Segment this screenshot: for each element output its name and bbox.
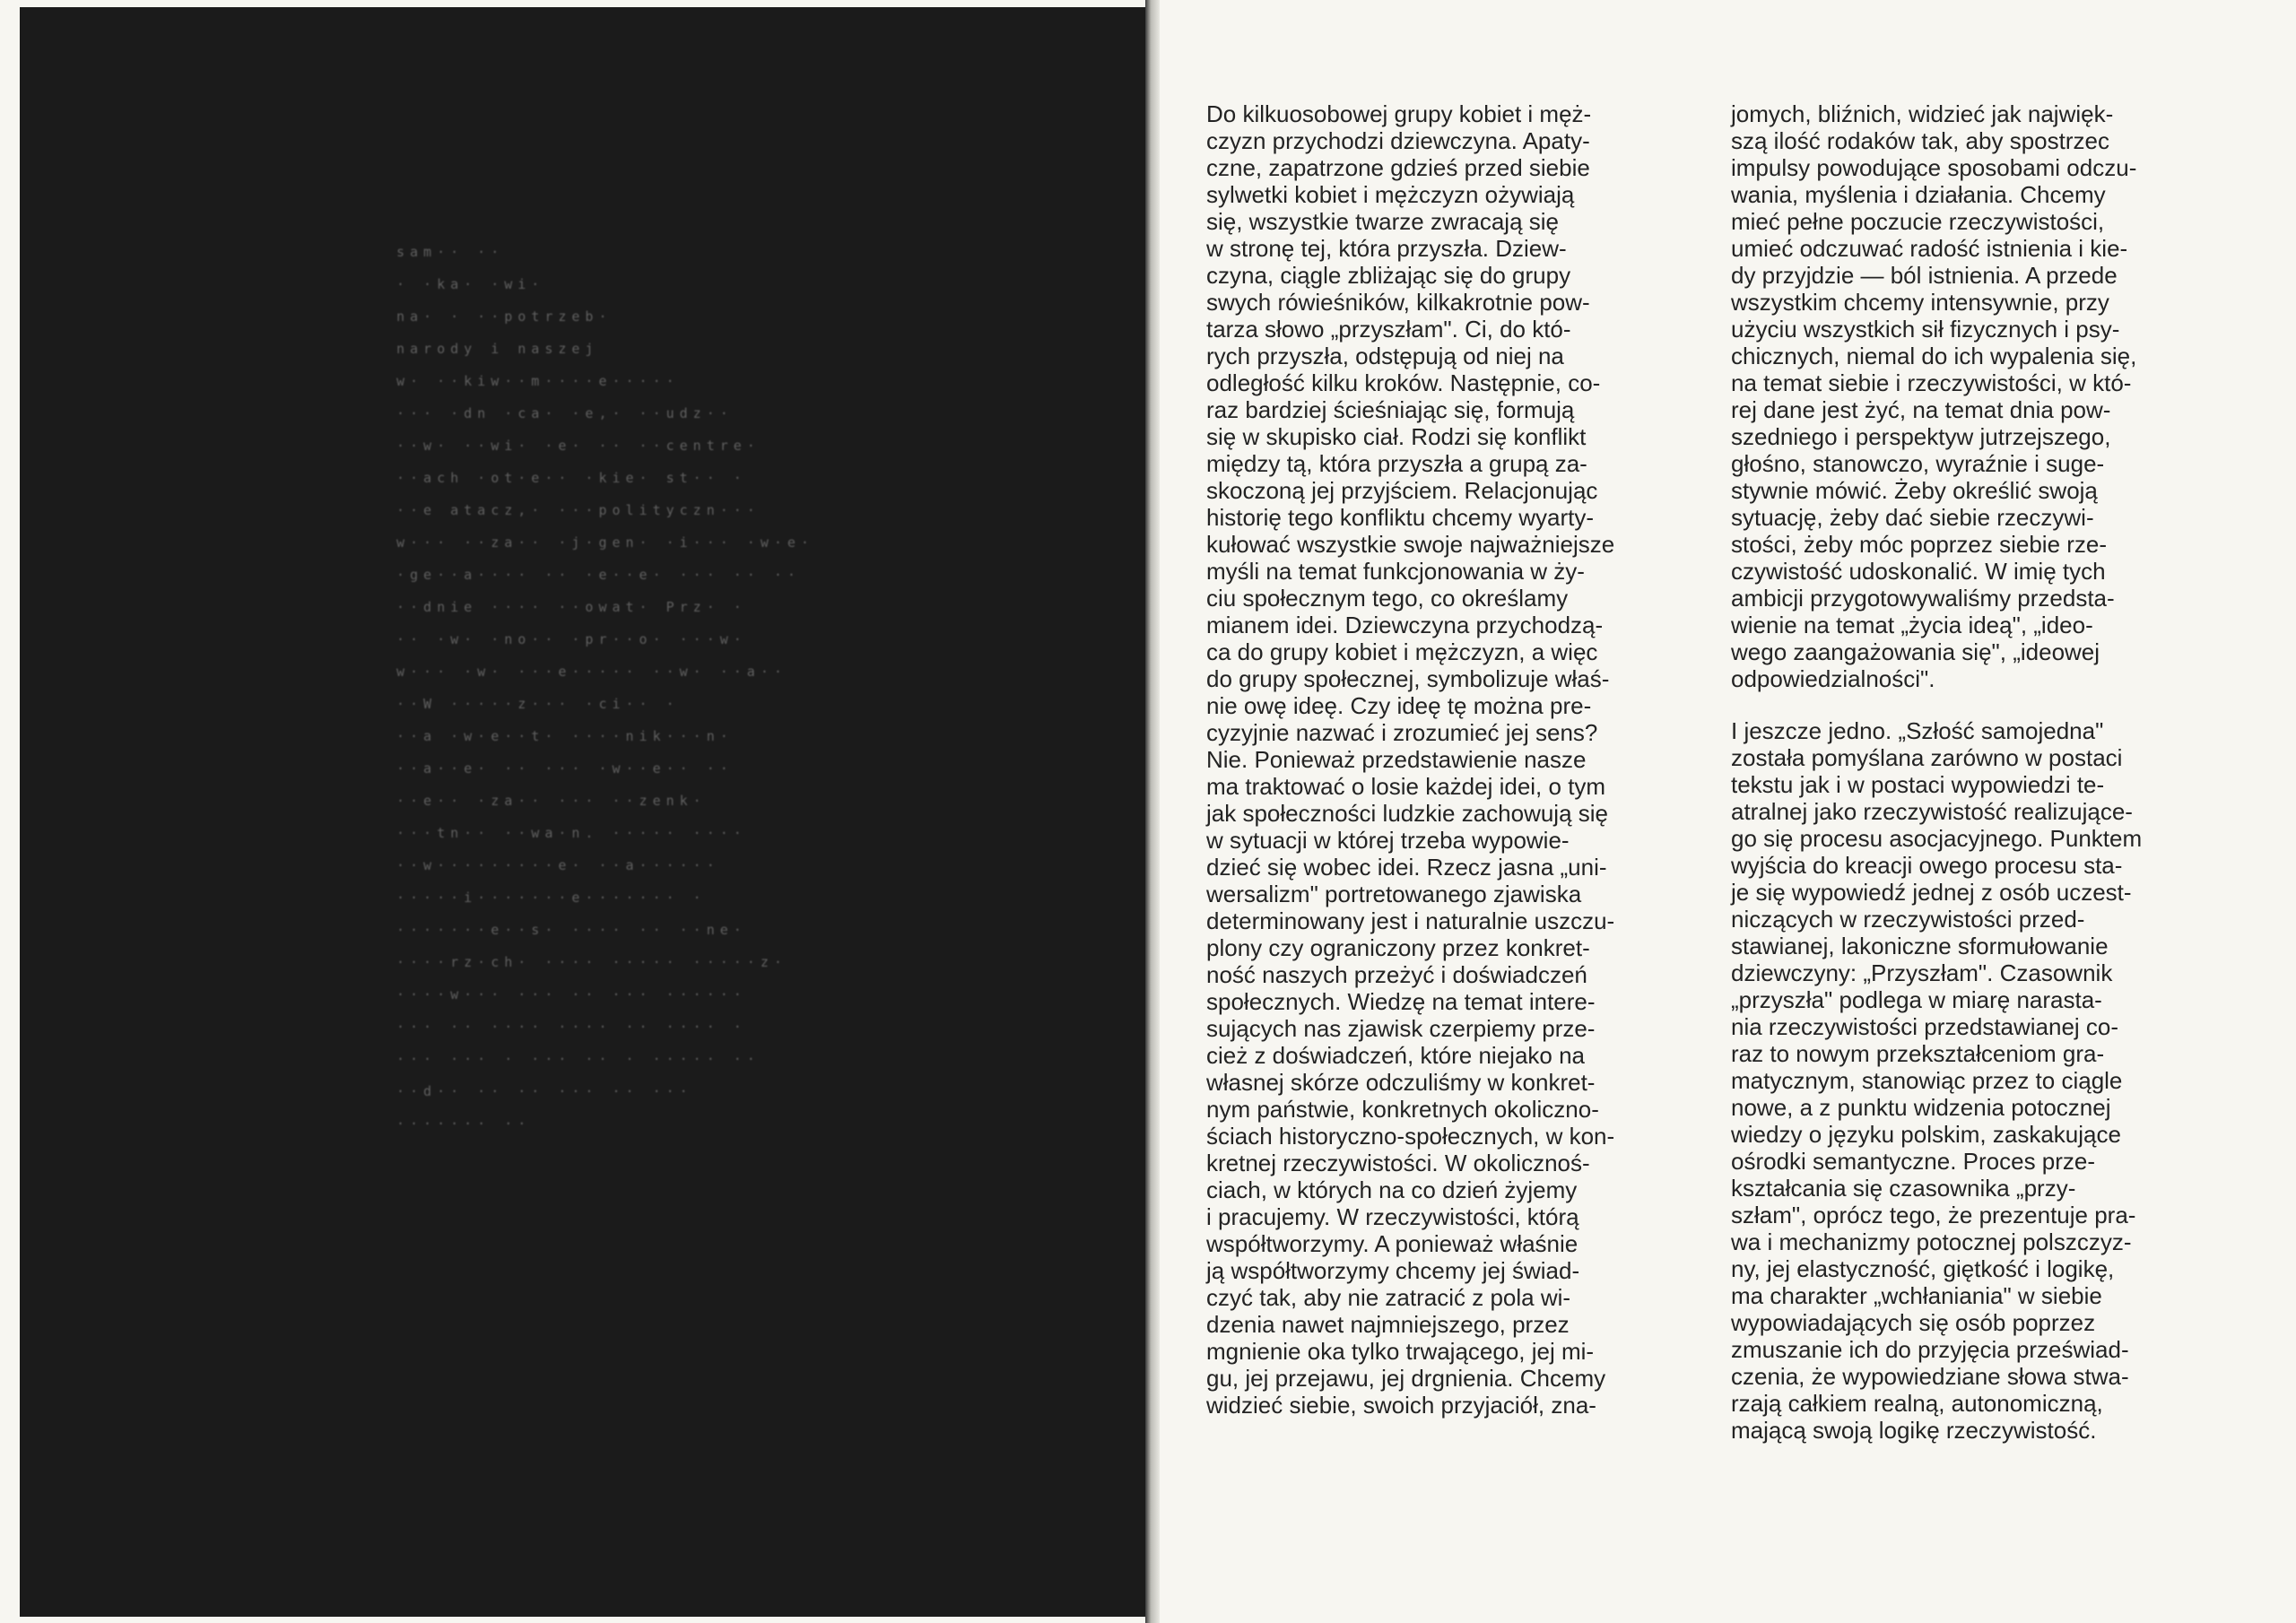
faded-text-line: ··e atacz,· ···polityczn··· (396, 502, 761, 518)
paragraph: I jeszcze jedno. „Szłość samojedna" została pomyślana zarówno w postaci tekstu jak i w postaci wypowiedzi te- atralnej jako rzeczywistość realizujące- go się procesu asocjacyjnego. Punktem wyjścia do kreacji owego procesu sta- je się wypowiedź jednej z osób uczest- niczących w rzeczywistości przed- stawianej, lakoniczne sformułowanie dziewczyny: „Przyszłam". Czasownik „przyszła" podlega w miarę narasta- nia rzeczywistości przedstawianej co- raz to nowym przekształceniom gra- matycznym, stanowiąc przez to ciągle nowe, a z punktu widzenia potocznej wiedzy o języku polskim, zaskakujące ośrodki semantyczne. Proces prze- kształcania się czasownika „przy- szłam", oprócz tego, że prezentuje pra- wa i mechanizmy potocznej polszczyz- ny, jej elastyczność, giętkość i logikę, ma charakter „wchłaniania" w siebie wypowiadających się osób poprzez zmuszanie ich do przyjęcia przeświad- czenia, że wypowiedziane słowa stwa- rzają całkiem realną, autonomiczną, mającą swoją logikę rzeczywistość. (1731, 717, 2143, 1444)
paragraph: jomych, bliźnich, widzieć jak najwięk- szą ilość rodaków tak, aby spostrzec impulsy powodujące sposobami odczu- wania, myślenia i działania. Chcemy mieć pełne poczucie rzeczywistości, umieć odczuwać radość istnienia i kie- dy przyjdzie — ból istnienia. A przede wszystkim chcemy intensywnie, przy użyciu wszystkich sił fizycznych i psy- chicznych, niemal do ich wypalenia się, na temat siebie i rzeczywistości, w któ- rej dane jest żyć, na temat dnia pow- szedniego i perspektyw jutrzejszego, głośno, stanowczo, wyraźnie i suge- stywnie mówić. Żeby określić swoją sytuację, żeby dać siebie rzeczywi- stości, żeby móc poprzez siebie rze- czywistość udoskonalić. W imię tych ambicji przygotowywaliśmy przedsta- wienie na temat „życia ideą", „ideo- wego zaangażowania się", „ideowej odpowiedzialności". (1731, 100, 2137, 692)
faded-text-line: ··a··e· ·· ··· ·w··e·· ·· (396, 760, 734, 777)
faded-text-line: ··· ·dn ·ca· ·e,· ··udz·· (396, 405, 734, 421)
faded-text-line: ··a ·w·e··t· ····nik···n· (396, 728, 734, 744)
faded-text-line: sam·· ·· (396, 244, 505, 260)
faded-text-line: ··· ··· · ··· ·· · ····· ·· (396, 1051, 761, 1067)
faded-text-line: ····rz·ch· ···· ····· ·····z· (396, 954, 787, 970)
faded-text-line: ·ge··a···· ·· ·e··e· ··· ·· ·· (396, 567, 801, 583)
faded-text-line: ····w··· ··· ·· ··· ······ (396, 986, 747, 1002)
faded-text-line: w· ··kiw··m····e····· (396, 373, 680, 389)
faded-text-line: ··· ·· ···· ···· ·· ···· · (396, 1019, 747, 1035)
faded-text-line: ··w· ··wi· ·e· ·· ··centre· (396, 438, 761, 454)
faded-text-line: w··· ·w· ···e····· ··w· ··a·· (396, 664, 787, 680)
faded-text-line: ······· ·· (396, 1115, 532, 1132)
faded-text-line: na· · ··potrzeb· (396, 308, 613, 325)
faded-text-line: ·· ·w· ·no·· ·pr··o· ···w· (396, 631, 747, 647)
faded-text-line: narody i naszej (396, 341, 599, 357)
faded-text-line: ·······e··s· ···· ·· ··ne· (396, 922, 747, 938)
text-column-left (1206, 100, 1695, 1419)
faded-text-line: ··W ·····z··· ·ci·· · (396, 696, 680, 712)
faded-text-line: ··w·········e· ··a······ (396, 857, 720, 873)
faded-text-line: ···tn·· ··wa·n. ····· ···· (396, 825, 747, 841)
faded-text-line: ··d·· ·· ·· ··· ·· ··· (396, 1083, 693, 1099)
book-gutter (1145, 0, 1160, 1623)
faded-text-line: ·····i·······e······· · (396, 890, 707, 906)
left-black-page (20, 7, 1145, 1617)
text-column-right (1731, 100, 2222, 1444)
faded-text-line: ··dnie ···· ··owat· Prz· · (396, 599, 747, 615)
faded-text-line: · ·ka· ·wi· (396, 276, 545, 292)
faded-text-line: ··ach ·ot·e·· ·kie· st·· · (396, 470, 747, 486)
faded-text-line: w··· ··za·· ·j·gen· ·i··· ·w·e· (396, 534, 814, 551)
faded-text-line: ··e·· ·za·· ··· ··zenk· (396, 793, 707, 809)
paragraph: Do kilkuosobowej grupy kobiet i męż- czyzn przychodzi dziewczyna. Apaty- czne, zapatrzone gdzieś przed siebie sylwetki kobiet i mężczyzn ożywiają się, wszystkie twarze zwracają się w stronę tej, która przyszła. Dziew- czyna, ciągle zbliżając się do grupy swych rówieśników, kilkakrotnie pow- tarza słowo „przyszłam". Ci, do któ- rych przyszła, odstępują od niej na odległość kilku kroków. Następnie, co- raz bardziej ścieśniając się, formują się w skupisko ciał. Rodzi się konflikt między tą, która przyszła a grupą za- skoczoną jej przyjściem. Relacjonując historię tego konfliktu chcemy wyarty- kułować wszystkie swoje najważniejsze myśli na temat funkcjonowania w ży- ciu społecznym tego, co określamy mianem idei. Dziewczyna przychodzą- ca do grupy kobiet i mężczyzn, a więc do grupy społecznej, symbolizuje właś- nie owę ideę. Czy ideę tę można pre- cyzyjnie nazwać i zrozumieć jej sens? Nie. Ponieważ przedstawienie nasze ma traktować o losie każdej idei, o tym jak społeczności ludzkie zachowują się w sytuacji w której trzeba wypowie- dzieć się wobec idei. Rzecz jasna „uni- wersalizm" portretowanego zjawiska determinowany jest i naturalnie uszczu- plony czy ograniczony przez konkret- ność naszych przeżyć i doświadczeń społecznych. Wiedzę na temat intere- sujących nas zjawisk czerpiemy prze- cież z doświadczeń, które niejako na własnej skórze odczuliśmy w konkret- nym państwie, konkretnych okoliczno- ściach historyczno-społecznych, w kon- kretnej rzeczywistości. W okolicznoś- ciach, w których na co dzień żyjemy i pracujemy. W rzeczywistości, którą współtworzymy. A ponieważ właśnie ją współtworzymy chcemy jej świad- czyć tak, aby nie zatracić z pola wi- dzenia nawet najmniejszego, przez mgnienie oka tylko trwającego, jej mi- gu, jej przejawu, jej drgnienia. Chcemy widzieć siebie, swoich przyjaciół, zna- (1206, 100, 1615, 1419)
faded-show-through-text (396, 236, 814, 1140)
